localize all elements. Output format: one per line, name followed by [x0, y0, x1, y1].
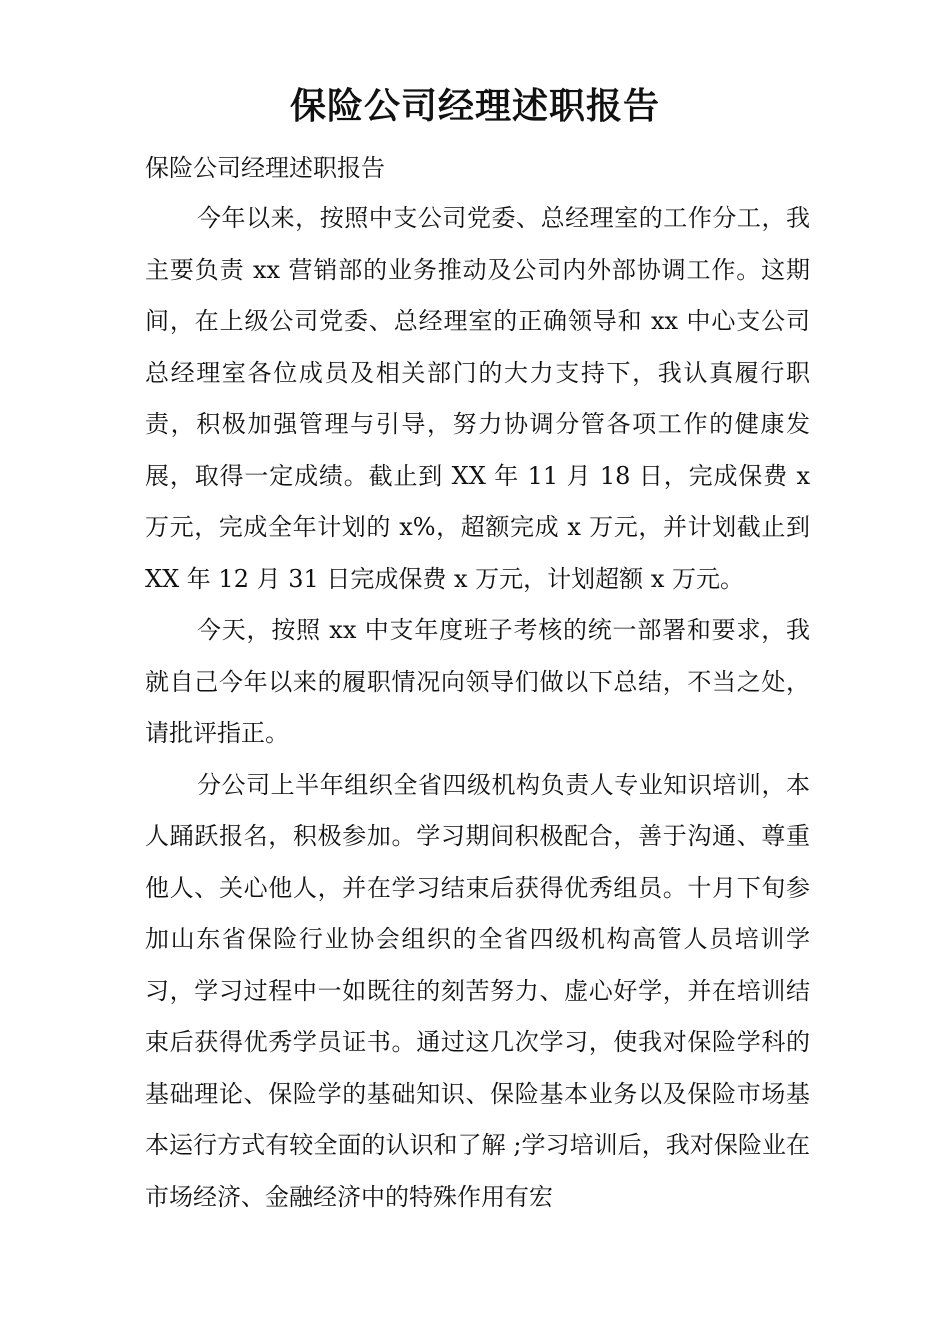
- body-paragraph-3: 分公司上半年组织全省四级机构负责人专业知识培训，本人踊跃报名，积极参加。学习期间积极配合，善于沟通、尊重他人、关心他人，并在学习结束后获得优秀组员。十月下旬参加山东省保险行业协会组织的全省四级机构高管人员培训学习，学习过程中一如既往的刻苦努力、虚心好学，并在培训结束后获得优秀学员证书。通过这几次学习，使我对保险学科的基础理论、保险学的基础知识、保险基本业务以及保险市场基本运行方式有较全面的认识和了解 ;学习培训后，我对保险业在市场经济、金融经济中的特殊作用有宏: [145, 770, 810, 1211]
- document-title: 保险公司经理述职报告: [289, 86, 660, 127]
- body-paragraph-1: 今年以来，按照中支公司党委、总经理室的工作分工，我主要负责 xx 营销部的业务推动及公司内外部协调工作。这期间，在上级公司党委、总经理室的正确领导和 xx 中心支公司总经理室各位成员及相关部门的大力支持下，我认真履行职责，积极加强管理与引导，努力协调分管各项工作的健康发展，取得一定成绩。截止到 XX 年 11 月 18 日，完成保费 x 万元，完成全年计划的 x%，超额完成 x 万元，并计划截止到 XX 年 12 月 31 日完成保费 x 万元，计划超额 x 万元。: [145, 204, 818, 593]
- body-paragraph-2: 今天，按照 xx 中支年度班子考核的统一部署和要求，我就自己今年以来的履职情况向领导们做以下总结，不当之处，请批评指正。: [145, 616, 810, 747]
- document-subtitle: 保险公司经理述职报告: [145, 154, 385, 182]
- document-body: [145, 193, 818, 1223]
